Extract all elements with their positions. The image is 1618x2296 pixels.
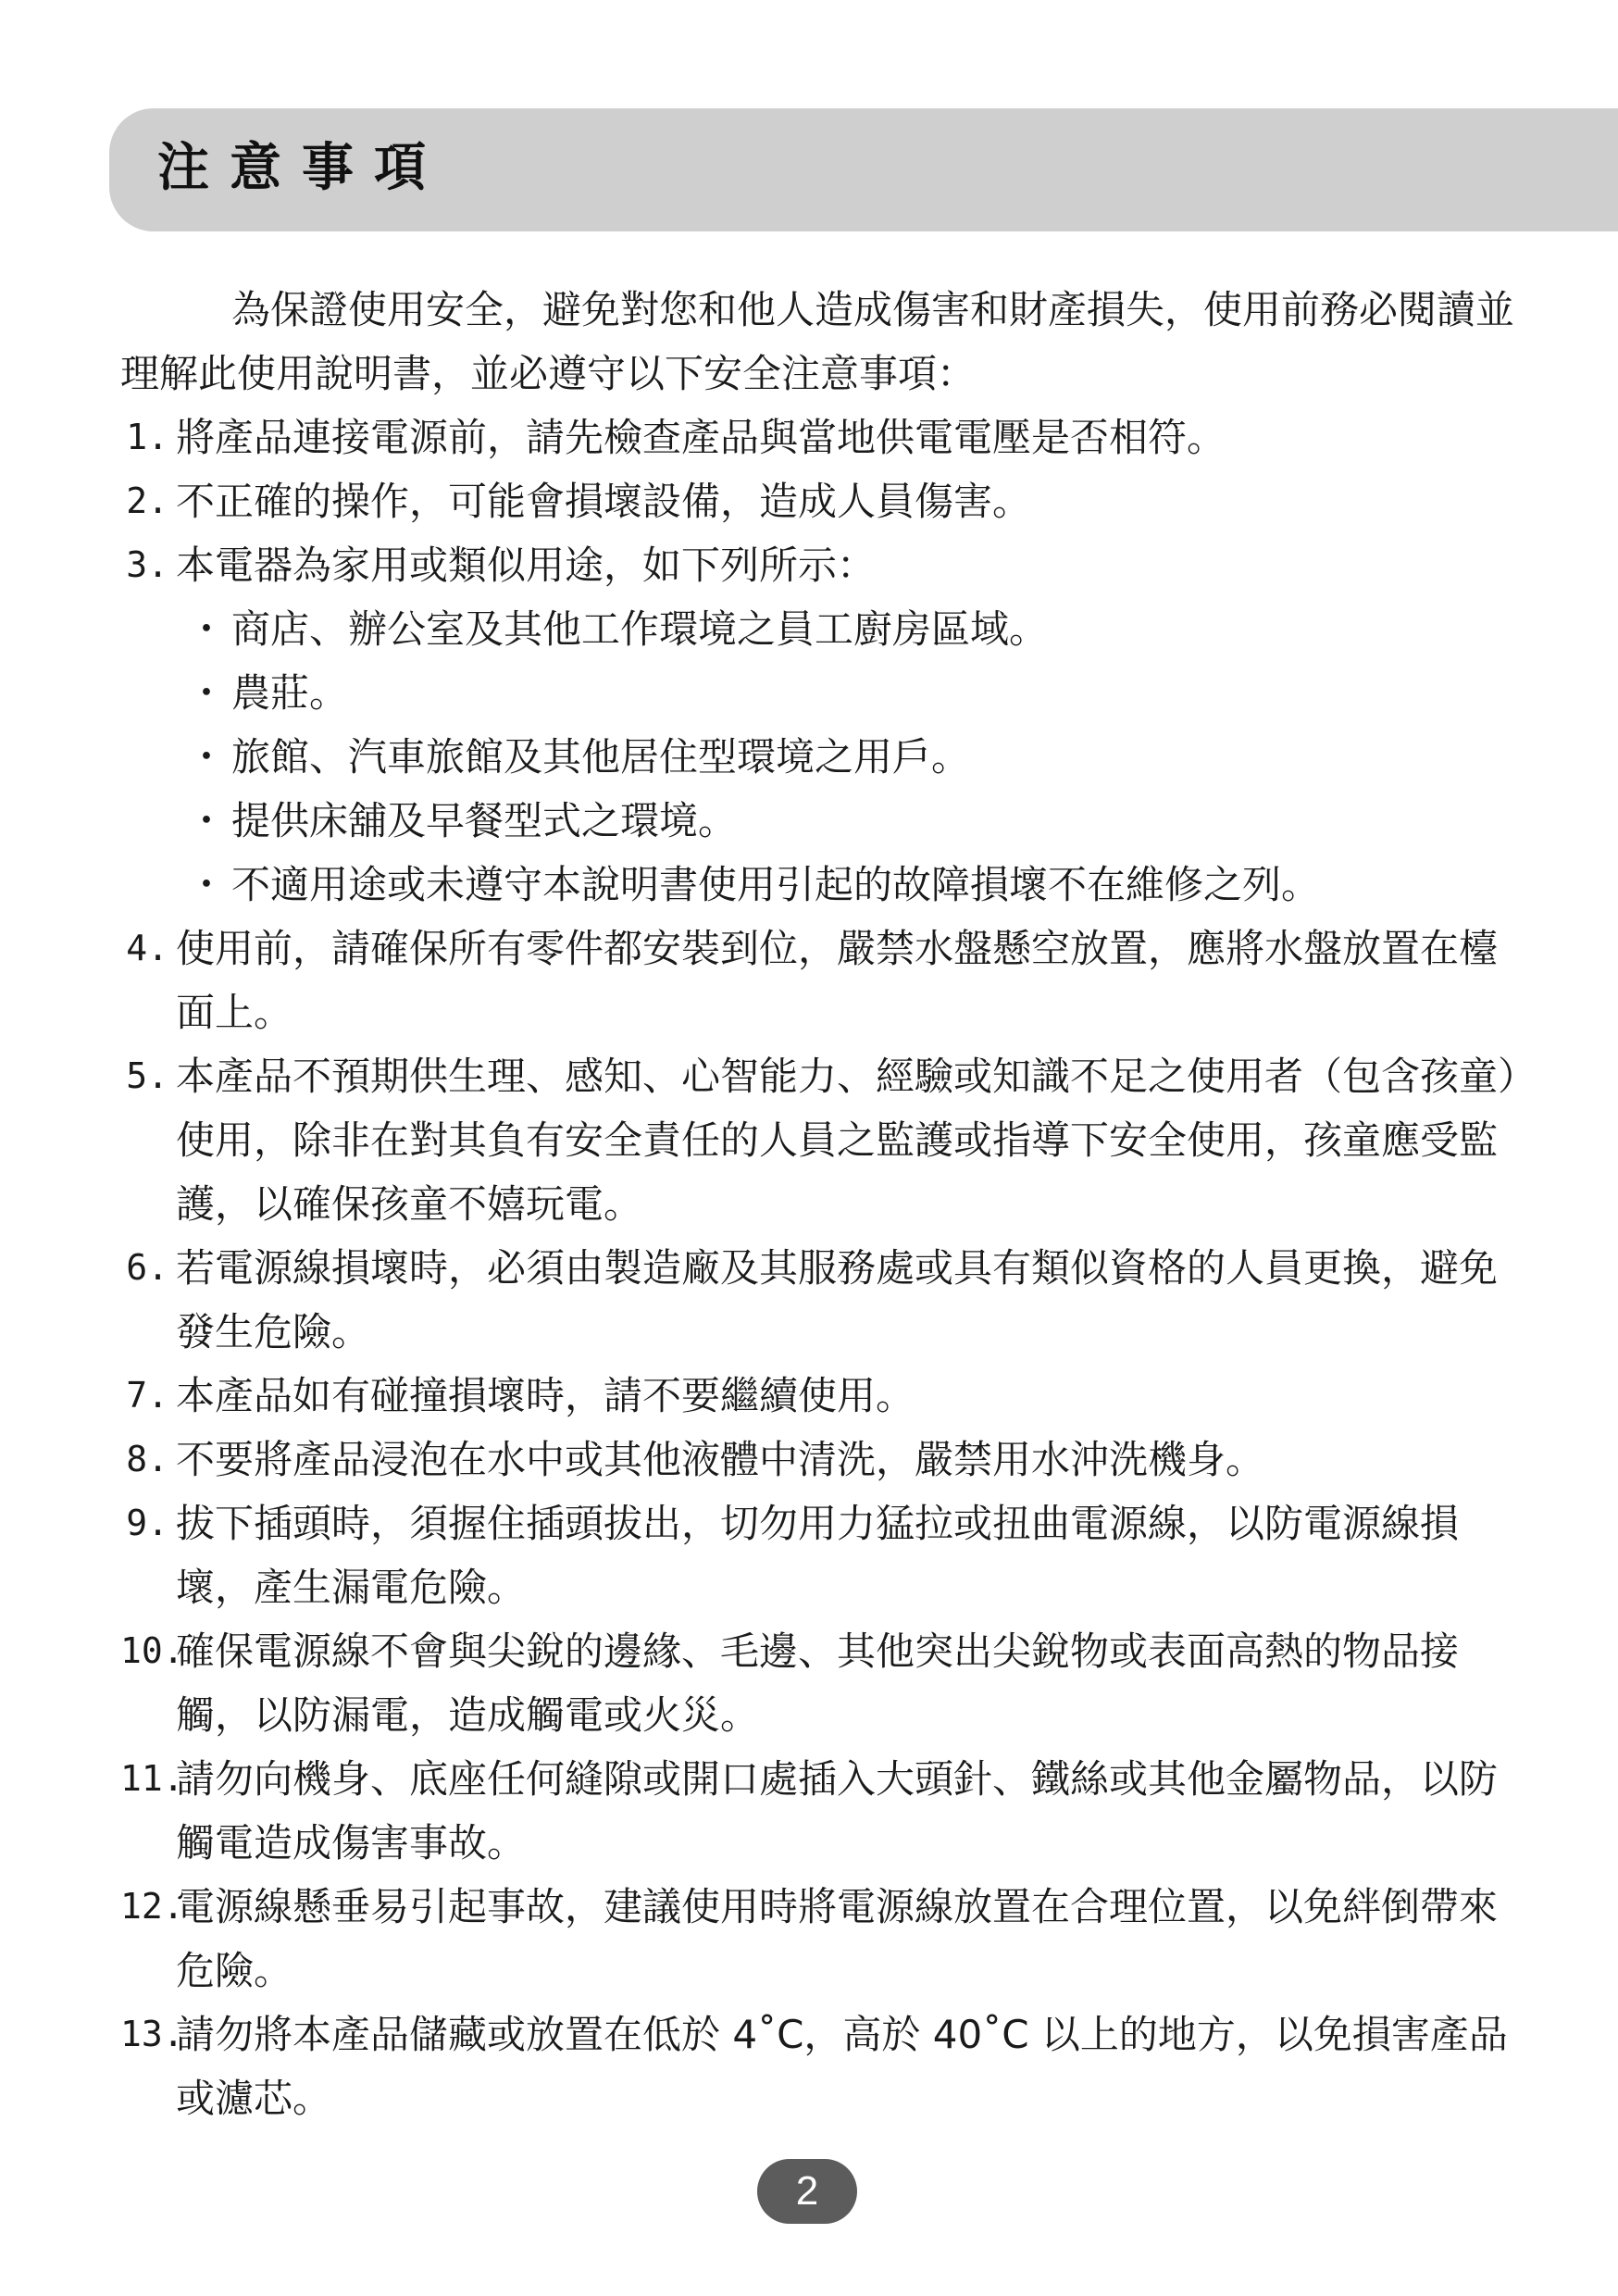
item-text: 請勿向機身、底座任何縫隙或開口處插入大頭針、鐵絲或其他金屬物品，以防觸電造成傷害事故。 (176, 1756, 1499, 1866)
item-text: 本產品如有碰撞損壞時，請不要繼續使用。 (176, 1373, 915, 1418)
sub-list-item (176, 789, 1518, 853)
item-number: 12. (120, 1886, 184, 1927)
item-text: 確保電源線不會與尖銳的邊緣、毛邊、其他突出尖銳物或表面高熱的物品接觸，以防漏電，造成觸電或火災。 (176, 1628, 1460, 1738)
list-item (120, 2003, 1518, 2130)
item-number: 13. (120, 2014, 184, 2054)
item-number: 8. (126, 1439, 168, 1479)
sub-item-text: 旅館、汽車旅館及其他居住型環境之用戶。 (231, 734, 971, 780)
sub-item-text: 農莊。 (231, 670, 349, 716)
item-text: 將產品連接電源前，請先檢查產品與當地供電電壓是否相符。 (176, 415, 1226, 460)
list-item (120, 1236, 1518, 1364)
item-text: 若電源線損壞時，必須由製造廠及其服務處或具有類似資格的人員更換，避免發生危險。 (176, 1245, 1499, 1354)
sub-list-item (176, 853, 1518, 917)
bullet-icon: ・ (187, 670, 227, 716)
sub-list-item (176, 597, 1518, 661)
item-number: 1. (126, 417, 168, 457)
bullet-icon: ・ (187, 862, 227, 907)
list-item (120, 1619, 1518, 1747)
item-number: 10. (120, 1630, 184, 1671)
sub-list-item (176, 661, 1518, 725)
item-number: 11. (120, 1758, 184, 1799)
list-item (120, 1428, 1518, 1491)
item-number: 9. (126, 1503, 168, 1543)
page-title: 注意事項 (157, 138, 446, 198)
bullet-icon: ・ (187, 606, 227, 652)
list-item (120, 1491, 1518, 1619)
bullet-icon: ・ (187, 734, 227, 780)
list-item (120, 917, 1518, 1044)
item-text: 拔下插頭時，須握住插頭拔出，切勿用力猛拉或扭曲電源線，以防電源線損壞，產生漏電危險。 (176, 1501, 1460, 1610)
list-item (120, 533, 1518, 917)
item-text: 本產品不預期供生理、感知、心智能力、經驗或知識不足之使用者（包含孩童）使用，除非在對其負有安全責任的人員之監護或指導下安全使用，孩童應受監護，以確保孩童不嬉玩電。 (176, 1054, 1518, 1227)
list-item (120, 406, 1518, 469)
page-number: 2 (757, 2159, 857, 2224)
item-number: 7. (126, 1375, 168, 1416)
item-text: 本電器為家用或類似用途，如下列所示： (176, 543, 877, 588)
item-number: 5. (126, 1055, 168, 1096)
item-number: 6. (126, 1247, 168, 1288)
item-number: 3. (126, 544, 168, 585)
intro-paragraph: 為保證使用安全，避免對您和他人造成傷害和財產損失，使用前務必閱讀並理解此使用說明書，並必遵守以下安全注意事項： (120, 287, 1515, 396)
item-text: 使用前，請確保所有零件都安裝到位，嚴禁水盤懸空放置，應將水盤放置在檯面上。 (176, 926, 1499, 1035)
sub-list (176, 597, 1518, 917)
item-text: 請勿將本產品儲藏或放置在低於 4˚C，高於 40˚C 以上的地方，以免損害產品或濾芯。 (176, 2012, 1508, 2121)
sub-item-text: 不適用途或未遵守本說明書使用引起的故障損壞不在維修之列。 (231, 862, 1321, 907)
sub-item-text: 商店、辦公室及其他工作環境之員工廚房區域。 (231, 606, 1049, 652)
item-text: 不要將產品浸泡在水中或其他液體中清洗，嚴禁用水沖洗機身。 (176, 1437, 1265, 1482)
list-item (120, 1875, 1518, 2003)
item-text: 電源線懸垂易引起事故，建議使用時將電源線放置在合理位置，以免絆倒帶來危險。 (176, 1884, 1499, 1993)
item-number: 4. (126, 928, 168, 968)
sub-list-item (176, 725, 1518, 789)
item-number: 2. (126, 480, 168, 521)
notice-list (120, 406, 1518, 2130)
list-item (120, 469, 1518, 533)
sub-item-text: 提供床舖及早餐型式之環境。 (231, 798, 738, 843)
list-item (120, 1044, 1518, 1236)
item-text: 不正確的操作，可能會損壞設備，造成人員傷害。 (176, 479, 1032, 524)
bullet-icon: ・ (187, 798, 227, 843)
list-item (120, 1364, 1518, 1428)
list-item (120, 1747, 1518, 1875)
notice-content (120, 278, 1518, 2130)
